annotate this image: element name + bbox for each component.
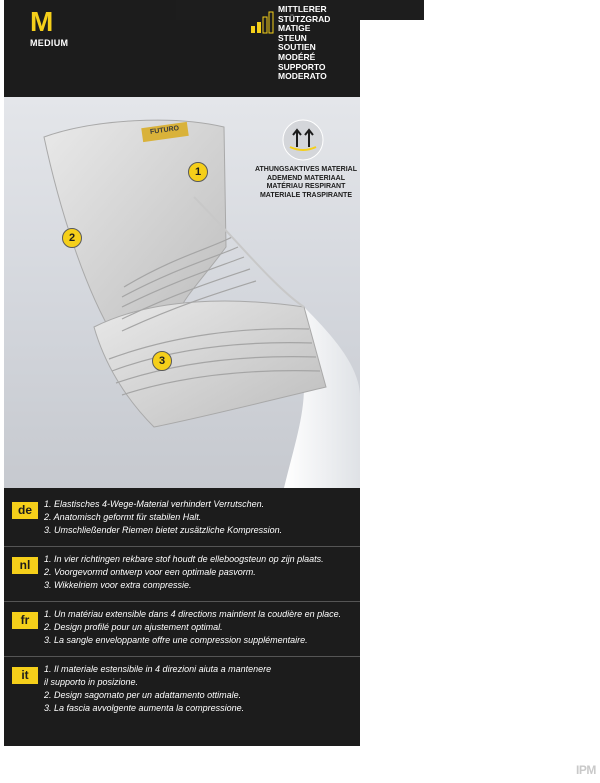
- lang-lines: [44, 608, 356, 647]
- lang-lines: [44, 553, 356, 592]
- feature-badge-1: 1: [188, 162, 208, 182]
- support-line: MODERATO: [278, 71, 327, 82]
- hang-hole: [436, 4, 516, 16]
- lang-tag: it: [12, 667, 38, 684]
- support-line: SUPPORTO: [278, 61, 326, 72]
- support-line: MATIGE: [278, 23, 311, 34]
- watermark: IPM: [576, 763, 596, 777]
- support-line: MODÉRÉ: [278, 51, 316, 62]
- divider: [4, 656, 360, 657]
- breathable-line: MATÉRIAU RESPIRANT: [266, 183, 346, 191]
- feature-badge-2: 2: [62, 228, 82, 248]
- bars-level-icon: [250, 10, 274, 34]
- breathable-material-text: [248, 166, 364, 200]
- feature-line: 3. La sangle enveloppante offre une compression supplémentaire.: [44, 635, 308, 645]
- support-level-text: [278, 5, 330, 82]
- feature-line: 3. Wikkelriem voor extra compressie.: [44, 580, 192, 590]
- lang-tag: nl: [12, 557, 38, 574]
- lang-tag: fr: [12, 612, 38, 629]
- feature-line: 2. Voorgevormd ontwerp voor een optimale pasvorm.: [44, 567, 256, 577]
- size-letter: M: [30, 6, 54, 37]
- feature-line: 3. La fascia avvolgente aumenta la compressione.: [44, 703, 245, 713]
- size-word: MEDIUM: [30, 38, 69, 48]
- lang-lines: [44, 663, 356, 715]
- support-line: SOUTIEN: [278, 42, 316, 53]
- breathable-line: ADEMEND MATERIAAL: [266, 174, 346, 182]
- breathable-line: MATERIALE TRASPIRANTE: [259, 191, 353, 199]
- feature-line: 1. Il materiale estensibile in 4 direzioni aiuta a mantenere: [44, 664, 272, 674]
- support-line: STÜTZGRAD: [278, 13, 331, 24]
- feature-line: 1. Un matériau extensible dans 4 directions maintient la coudière en place.: [44, 609, 342, 619]
- feature-line: 1. In vier richtingen rekbare stof houdt de elleboogsteun op zijn plaats.: [44, 554, 324, 564]
- feature-line: 1. Elastisches 4-Wege-Material verhindert Verrutschen.: [44, 499, 265, 509]
- divider: [4, 546, 360, 547]
- feature-line: 2. Design sagomato per un adattamento ottimale.: [44, 690, 242, 700]
- feature-line: 2. Design profilé pour un ajustement optimal.: [44, 622, 223, 632]
- feature-line: 3. Umschließender Riemen bietet zusätzliche Kompression.: [44, 525, 283, 535]
- lang-lines: [44, 498, 356, 537]
- brand-label: FUTURO: [149, 125, 180, 136]
- lang-tag: de: [12, 502, 38, 519]
- breathable-line: ATHUNGSAKTIVES MATERIAL: [254, 166, 358, 173]
- breathable-arrows-icon: [282, 119, 324, 161]
- support-line: STEUN: [278, 32, 307, 43]
- support-line: MITTLERER: [278, 4, 327, 14]
- divider: [4, 601, 360, 602]
- feature-badge-3: 3: [152, 351, 172, 371]
- feature-line: 2. Anatomisch geformt für stabilen Halt.: [44, 512, 202, 522]
- feature-line: il supporto in posizione.: [44, 677, 139, 687]
